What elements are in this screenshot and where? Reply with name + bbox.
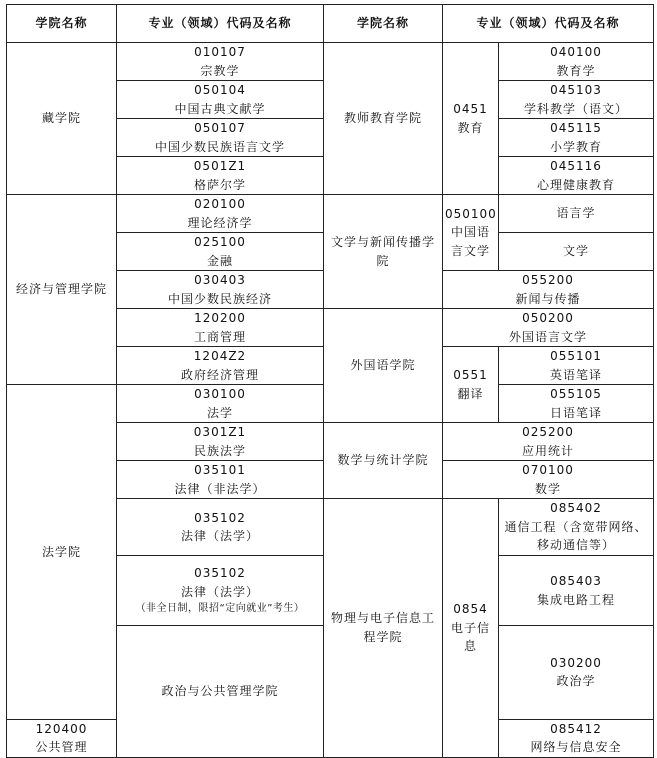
major-cell [117,461,324,499]
major-name: 外国语言文学 [509,329,588,344]
major-cell [443,423,654,461]
major-note: （非全日制，限招“定向就业”考生） [135,603,305,614]
major-name: 中国少数民族经济 [167,291,272,306]
major-name: 政府经济管理 [180,367,259,382]
major-code: 085403 [550,574,602,588]
header-major-left: 专业（领域）代码及名称 [117,5,324,43]
major-code: 0501Z1 [193,159,247,173]
major-cell [443,271,654,309]
major-code: 055105 [550,387,602,401]
major-code: 010107 [194,45,246,59]
header-row [7,5,654,43]
major-cell [499,385,654,423]
major-name: 格萨尔学 [193,177,246,192]
major-cell [117,556,324,626]
major-name: 中国古典文献学 [174,101,266,116]
major-code: 040100 [550,45,602,59]
major-name: 小学教育 [550,139,603,154]
major-cell [499,347,654,385]
major-cell [117,119,324,157]
major-code: 120400 [35,721,88,736]
major-code: 055200 [522,273,574,287]
major-code: 0301Z1 [193,425,247,439]
major-name: 网络与信息安全 [530,740,622,754]
major-cell [117,309,324,347]
major-name: 通信工程（含宽带网络、移动通信等） [504,519,648,553]
major-code: 045116 [550,159,602,173]
major-cell [7,719,117,757]
college-physics: 物理与电子信息工程学院 [324,499,443,758]
major-cell [117,271,324,309]
major-name: 新闻与传播 [515,291,581,306]
group-chinese: 050100 中国语言文学 [443,195,499,271]
major-cell [499,81,654,119]
group-translation: 0551 翻译 [443,347,499,423]
college-econ: 经济与管理学院 [7,195,117,385]
major-code: 030100 [194,387,246,401]
major-name: 教育学 [556,63,596,78]
major-cell [443,309,654,347]
major-table [6,4,654,758]
major-code: 050200 [522,311,574,325]
major-code: 050104 [194,83,246,97]
major-name: 民族法学 [193,443,246,458]
major-cell [499,719,654,757]
college-politics: 政治与公共管理学院 [117,626,324,758]
major-code: 055101 [550,349,602,363]
major-code: 050107 [194,121,246,135]
major-name: 法律（法学） [180,529,259,543]
major-name: 金融 [206,253,233,268]
major-name: 工商管理 [193,329,246,344]
major-code: 045103 [550,83,602,97]
major-cell [443,461,654,499]
major-code: 030403 [194,273,246,287]
major-cell [117,385,324,423]
major-cell [117,233,324,271]
group-edu: 0451 教育 [443,43,499,195]
major-name: 法律（法学） [180,584,259,599]
group-eng: 0854 电子信息 [443,499,499,758]
header-college-right: 学院名称 [324,5,443,43]
major-code: 025200 [522,425,574,439]
major-code: 070100 [522,463,574,477]
major-cell [117,195,324,233]
major-code: 045115 [550,121,602,135]
major-name: 心理健康教育 [537,177,616,192]
major-cell: 语言学 [499,195,654,233]
table-row [7,43,654,81]
major-name: 理论经济学 [187,215,253,230]
major-name: 法学 [206,405,233,420]
major-name: 公共管理 [35,740,88,754]
major-name: 法律（非法学） [174,481,266,496]
major-name: 数学 [535,481,562,496]
major-code: 085402 [550,501,602,516]
major-code: 035102 [194,566,246,580]
major-code: 1204Z2 [193,349,247,363]
major-name: 政治学 [556,674,596,689]
major-code: 120200 [194,311,246,325]
college-math: 数学与统计学院 [324,423,443,499]
major-cell [499,626,654,720]
major-code: 035102 [194,510,246,525]
major-name: 宗教学 [200,63,240,78]
major-cell [117,43,324,81]
table-row [7,195,654,233]
major-cell [499,556,654,626]
major-cell: 文学 [499,233,654,271]
college-zang: 藏学院 [7,43,117,195]
major-name: 集成电路工程 [537,592,616,607]
major-cell [117,81,324,119]
major-name: 英语笔译 [550,367,603,382]
major-name: 学科教学（语文） [524,101,629,116]
major-code: 030200 [550,655,602,670]
major-cell [499,499,654,556]
college-teacher: 教师教育学院 [324,43,443,195]
major-cell [499,119,654,157]
major-code: 020100 [194,197,246,211]
major-cell [499,43,654,81]
college-literature: 文学与新闻传播学院 [324,195,443,309]
college-law: 法学院 [7,385,117,720]
major-name: 中国少数民族语言文学 [154,139,285,154]
major-code: 025100 [194,235,246,249]
major-cell [117,423,324,461]
major-cell [499,157,654,195]
header-college-left: 学院名称 [7,5,117,43]
major-cell [117,157,324,195]
major-code: 035101 [194,463,246,477]
header-major-right: 专业（领域）代码及名称 [443,5,654,43]
major-code: 085412 [550,721,602,736]
major-cell [117,347,324,385]
college-foreign: 外国语学院 [324,309,443,423]
major-name: 日语笔译 [550,405,603,420]
major-cell [117,499,324,556]
major-name: 应用统计 [522,443,575,458]
